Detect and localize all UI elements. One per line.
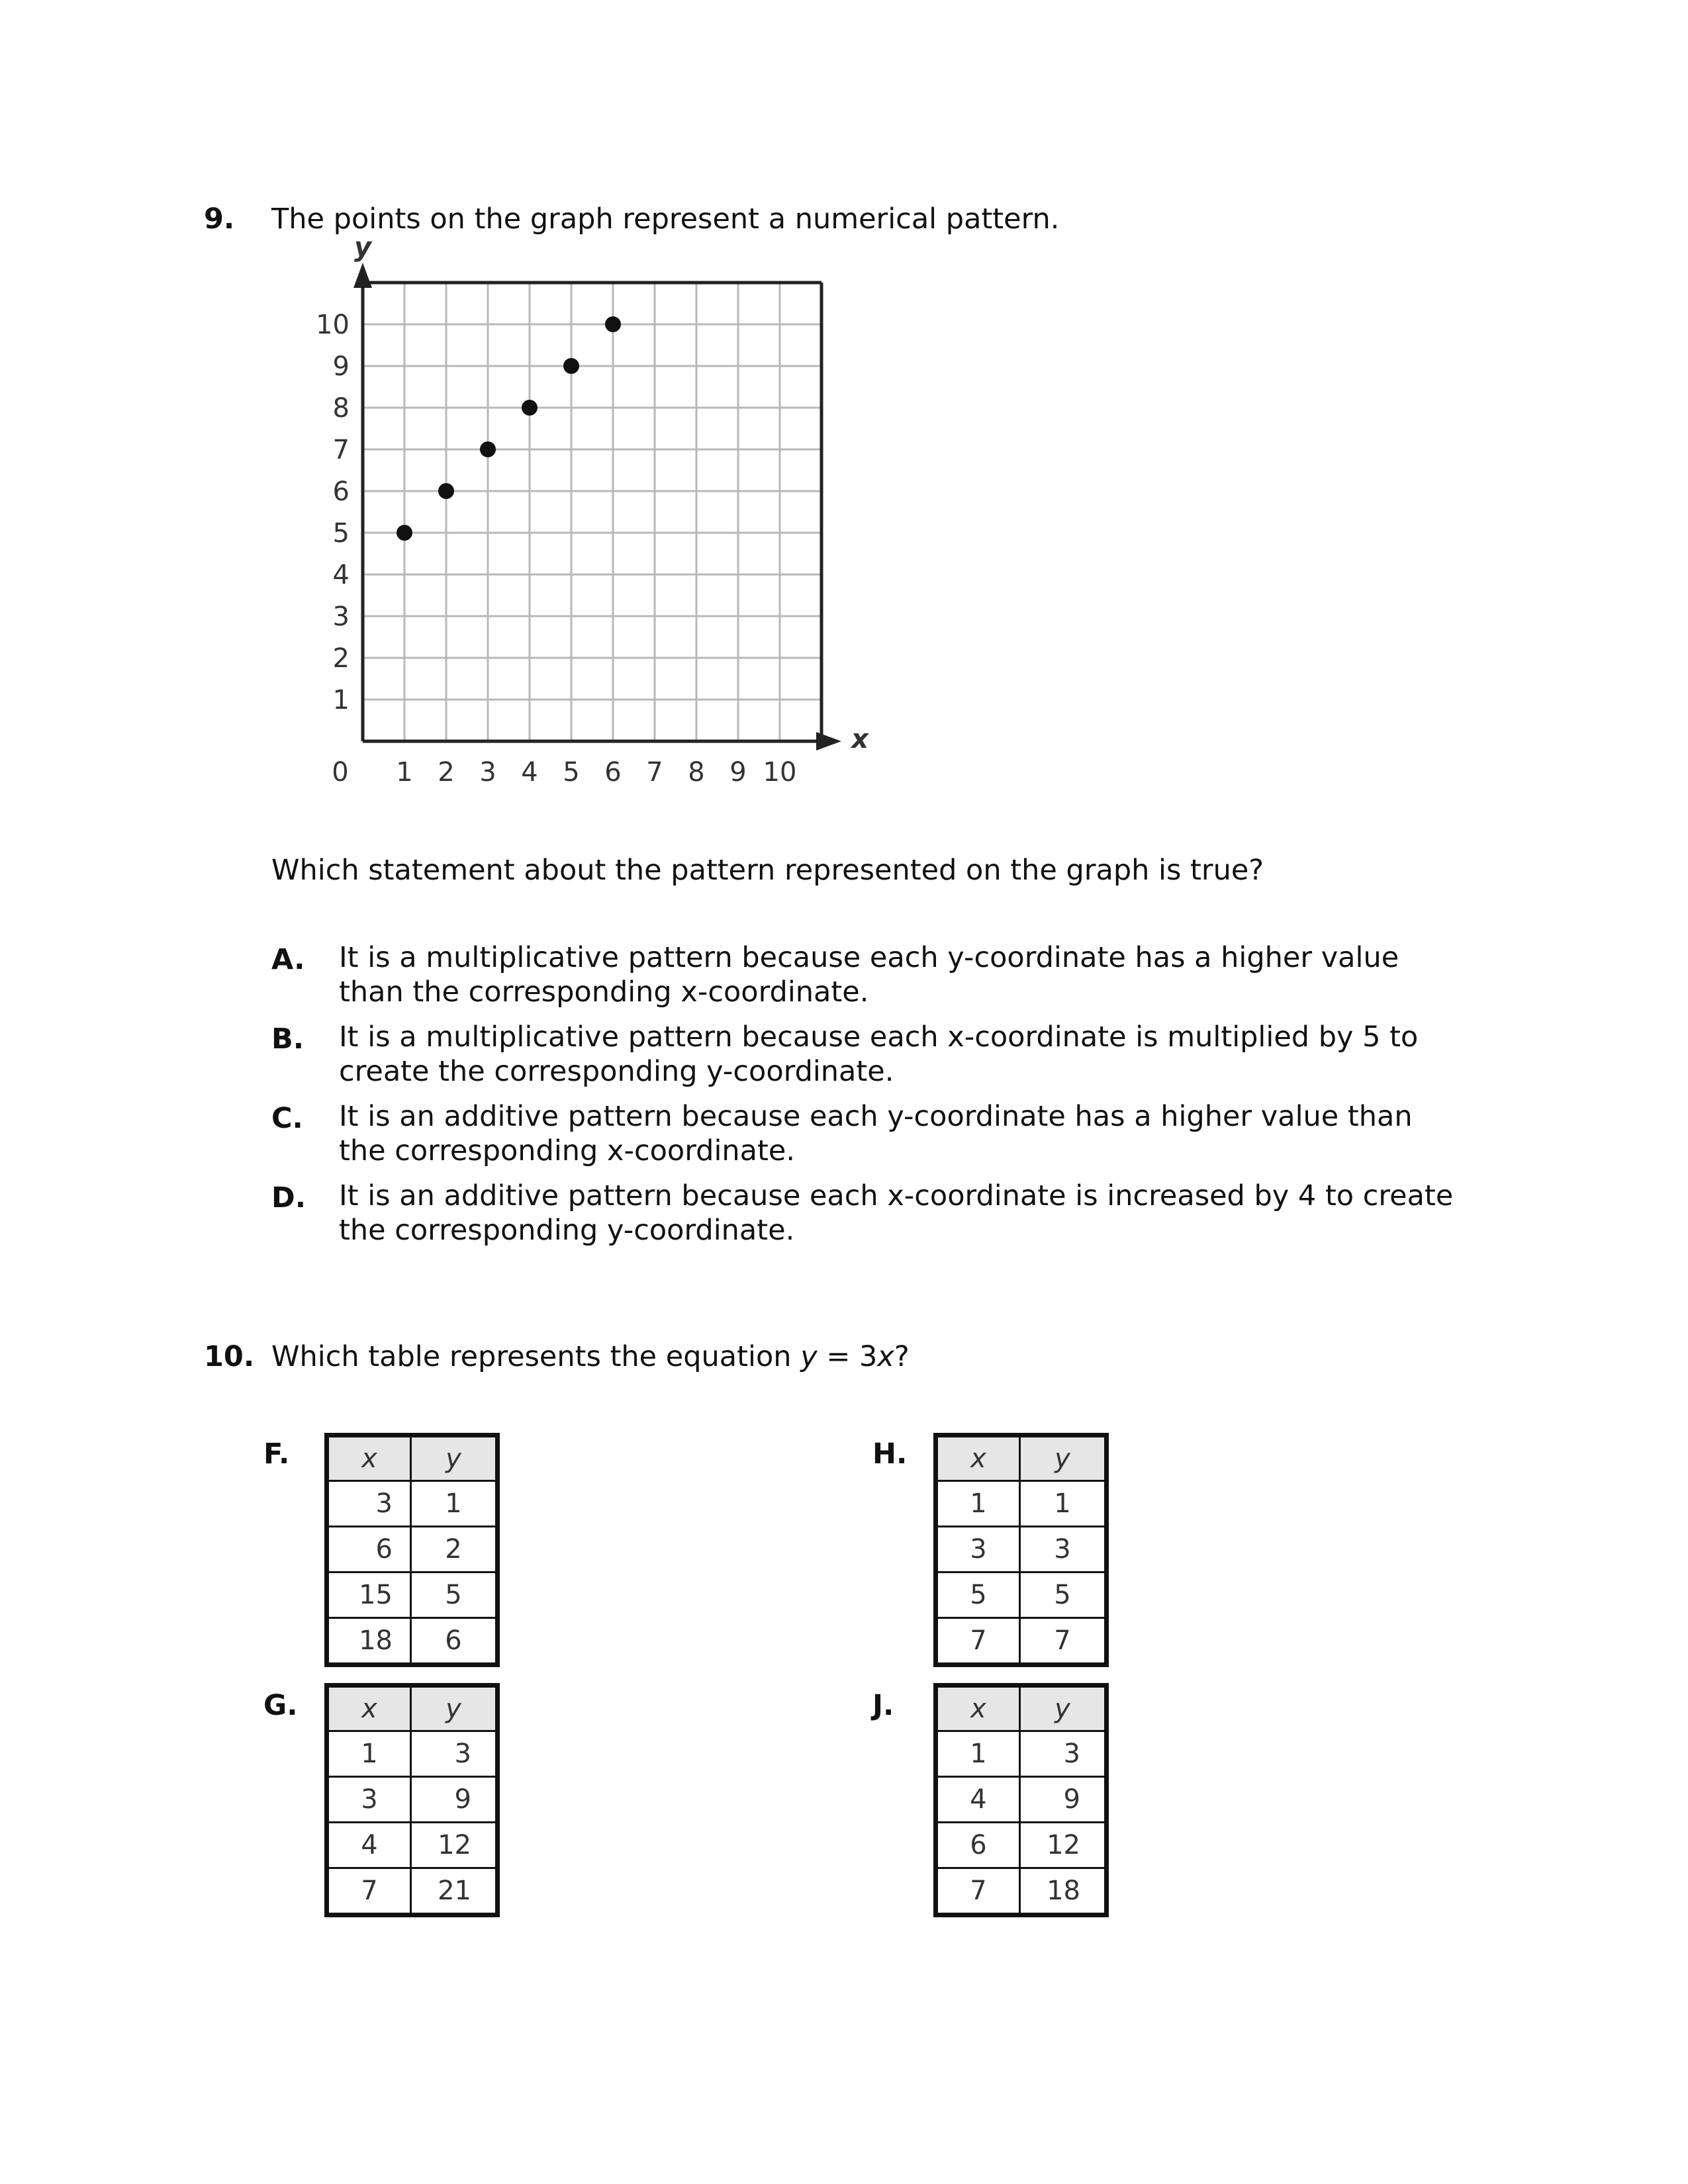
cell-y: 3 bbox=[411, 1731, 498, 1777]
y-tick-label: 3 bbox=[332, 602, 350, 632]
question-10-prompt bbox=[271, 1340, 910, 1373]
cell-y: 18 bbox=[1020, 1868, 1107, 1915]
cell-x: 1 bbox=[327, 1731, 411, 1777]
cell-x: 15 bbox=[327, 1572, 411, 1618]
y-tick-label: 9 bbox=[332, 351, 350, 382]
x-tick-label: 9 bbox=[729, 757, 747, 788]
y-tick-label: 5 bbox=[332, 518, 350, 549]
choice-j-letter[interactable]: J. bbox=[872, 1689, 894, 1722]
y-axis-label: y bbox=[353, 232, 372, 263]
x-tick-label: 4 bbox=[521, 757, 538, 788]
prompt-var-y: y bbox=[800, 1340, 818, 1373]
cell-x: 1 bbox=[936, 1731, 1020, 1777]
y-tick-label: 7 bbox=[332, 435, 350, 465]
table-header-x: x bbox=[936, 1686, 1020, 1731]
y-tick-label: 6 bbox=[332, 477, 350, 507]
cell-x: 7 bbox=[936, 1868, 1020, 1915]
graph-axes bbox=[353, 263, 841, 751]
cell-y: 12 bbox=[1020, 1823, 1107, 1868]
graph-points bbox=[397, 316, 621, 541]
cell-y: 5 bbox=[411, 1572, 498, 1618]
cell-x: 1 bbox=[936, 1481, 1020, 1527]
choice-d-letter[interactable]: D. bbox=[271, 1181, 306, 1214]
prompt-middle: = 3 bbox=[817, 1340, 878, 1373]
x-tick-label: 10 bbox=[763, 757, 797, 788]
x-tick-label: 2 bbox=[438, 757, 455, 788]
table-row bbox=[327, 1527, 498, 1572]
data-point bbox=[397, 525, 412, 541]
cell-x: 18 bbox=[327, 1618, 411, 1665]
table-h[interactable] bbox=[933, 1433, 1109, 1667]
table-header-y: y bbox=[1020, 1686, 1107, 1731]
prompt-before: Which table represents the equation bbox=[271, 1340, 801, 1373]
y-tick-label: 10 bbox=[316, 310, 350, 340]
question-9-prompt: The points on the graph represent a numerical pattern. bbox=[271, 203, 1060, 236]
graph-tick-labels bbox=[316, 310, 796, 788]
x-tick-label: 5 bbox=[563, 757, 580, 788]
table-header-y: y bbox=[411, 1435, 498, 1481]
table-row bbox=[327, 1777, 498, 1823]
table-header-y: y bbox=[411, 1686, 498, 1731]
table-row bbox=[327, 1572, 498, 1618]
y-axis-arrow-icon bbox=[353, 263, 372, 288]
prompt-after: ? bbox=[894, 1340, 910, 1373]
data-point bbox=[522, 400, 538, 416]
choice-f-letter[interactable]: F. bbox=[263, 1437, 290, 1471]
cell-y: 12 bbox=[411, 1823, 498, 1868]
question-9-question: Which statement about the pattern represented on the graph is true? bbox=[271, 854, 1264, 887]
choice-a-text[interactable]: It is a multiplicative pattern because each y-coordinate has a higher value than the corresponding x-coordinate. bbox=[339, 941, 1399, 1009]
x-axis-arrow-icon bbox=[816, 732, 841, 751]
y-tick-label: 1 bbox=[332, 685, 350, 715]
table-row bbox=[327, 1731, 498, 1777]
table-row bbox=[936, 1572, 1107, 1618]
x-tick-label: 3 bbox=[479, 757, 496, 788]
cell-x: 4 bbox=[936, 1777, 1020, 1823]
cell-y: 2 bbox=[411, 1527, 498, 1572]
x-axis-label: x bbox=[851, 724, 868, 754]
cell-x: 7 bbox=[936, 1618, 1020, 1665]
origin-label: 0 bbox=[332, 757, 349, 788]
table-row bbox=[936, 1527, 1107, 1572]
data-point bbox=[605, 316, 621, 332]
cell-x: 4 bbox=[327, 1823, 411, 1868]
table-row bbox=[936, 1823, 1107, 1868]
table-row bbox=[327, 1823, 498, 1868]
cell-y: 1 bbox=[411, 1481, 498, 1527]
cell-x: 5 bbox=[936, 1572, 1020, 1618]
choice-d-text[interactable]: It is an additive pattern because each x-coordinate is increased by 4 to create the corresponding y-coordinate. bbox=[339, 1179, 1454, 1247]
table-header-x: x bbox=[327, 1686, 411, 1731]
table-row bbox=[936, 1777, 1107, 1823]
table-row bbox=[936, 1481, 1107, 1527]
graph-grid bbox=[363, 283, 821, 741]
cell-y: 3 bbox=[1020, 1731, 1107, 1777]
data-point bbox=[438, 483, 454, 499]
cell-x: 3 bbox=[936, 1527, 1020, 1572]
table-row bbox=[936, 1618, 1107, 1665]
x-tick-label: 7 bbox=[646, 757, 663, 788]
cell-y: 3 bbox=[1020, 1527, 1107, 1572]
choice-h-letter[interactable]: H. bbox=[872, 1437, 908, 1471]
x-tick-label: 6 bbox=[604, 757, 622, 788]
table-row bbox=[327, 1618, 498, 1665]
question-9-number: 9. bbox=[204, 203, 235, 236]
y-tick-label: 2 bbox=[332, 643, 350, 674]
cell-y: 7 bbox=[1020, 1618, 1107, 1665]
choice-b-letter[interactable]: B. bbox=[271, 1023, 305, 1056]
table-header-x: x bbox=[327, 1435, 411, 1481]
choice-g-letter[interactable]: G. bbox=[263, 1689, 298, 1722]
y-tick-label: 8 bbox=[332, 393, 350, 424]
cell-y: 9 bbox=[411, 1777, 498, 1823]
table-row bbox=[936, 1731, 1107, 1777]
cell-x: 7 bbox=[327, 1868, 411, 1915]
prompt-var-x: x bbox=[877, 1340, 894, 1373]
data-point bbox=[480, 441, 496, 457]
question-10-number: 10. bbox=[204, 1340, 255, 1373]
y-tick-label: 4 bbox=[332, 560, 350, 590]
x-tick-label: 8 bbox=[688, 757, 705, 788]
table-row bbox=[936, 1868, 1107, 1915]
choice-b-text[interactable]: It is a multiplicative pattern because each x-coordinate is multiplied by 5 to create the corresponding y-coordinate. bbox=[339, 1021, 1419, 1088]
cell-y: 1 bbox=[1020, 1481, 1107, 1527]
choice-a-letter[interactable]: A. bbox=[271, 943, 305, 976]
cell-y: 5 bbox=[1020, 1572, 1107, 1618]
table-header-x: x bbox=[936, 1435, 1020, 1481]
table-j[interactable] bbox=[933, 1683, 1109, 1917]
cell-x: 3 bbox=[327, 1777, 411, 1823]
x-tick-label: 1 bbox=[396, 757, 413, 788]
cell-x: 6 bbox=[936, 1823, 1020, 1868]
cell-y: 9 bbox=[1020, 1777, 1107, 1823]
pattern-graph bbox=[278, 232, 874, 827]
cell-x: 3 bbox=[327, 1481, 411, 1527]
cell-x: 6 bbox=[327, 1527, 411, 1572]
data-point bbox=[563, 358, 579, 374]
choice-c-letter[interactable]: C. bbox=[271, 1102, 303, 1135]
cell-y: 6 bbox=[411, 1618, 498, 1665]
table-f[interactable] bbox=[324, 1433, 500, 1667]
table-g[interactable] bbox=[324, 1683, 500, 1917]
table-row bbox=[327, 1868, 498, 1915]
table-header-y: y bbox=[1020, 1435, 1107, 1481]
cell-y: 21 bbox=[411, 1868, 498, 1915]
choice-c-text[interactable]: It is an additive pattern because each y-coordinate has a higher value than the corresponding x-coordinate. bbox=[339, 1100, 1413, 1167]
table-row bbox=[327, 1481, 498, 1527]
